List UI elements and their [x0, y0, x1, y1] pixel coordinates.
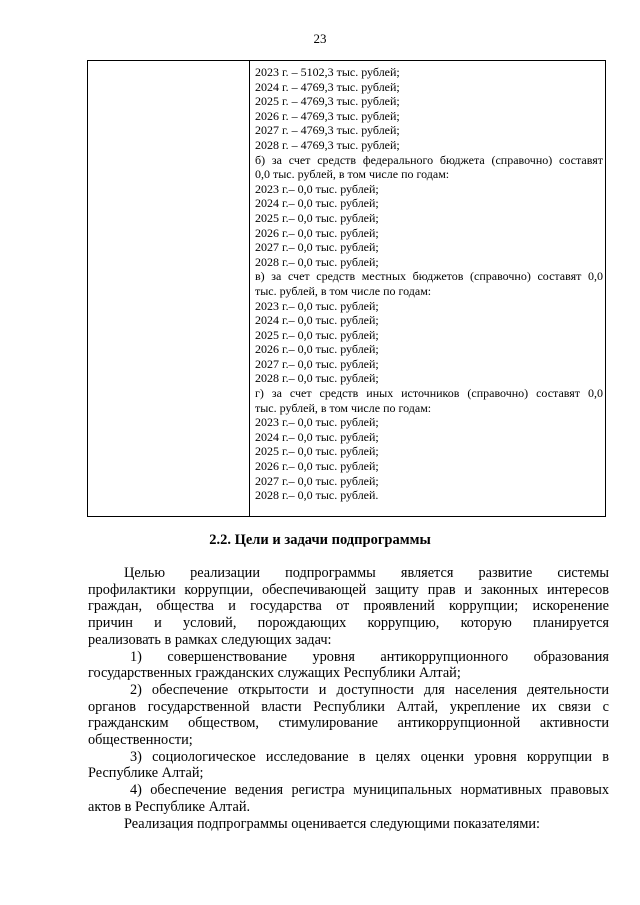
table-line: 2025 г.– 0,0 тыс. рублей;: [255, 327, 379, 342]
table-line: 2026 г. – 4769,3 тыс. рублей;: [255, 108, 400, 123]
body-line: причин и условий, порождающих коррупцию, которую планируется: [88, 615, 609, 632]
body-line: 3) социологическое исследование в целях оценки уровня коррупции в: [130, 748, 609, 765]
table-line: тыс. рублей, в том числе по годам:: [255, 400, 432, 415]
page-number: 23: [313, 31, 327, 46]
table-line: 0,0 тыс. рублей, в том числе по годам:: [255, 167, 450, 182]
table-line: 2024 г.– 0,0 тыс. рублей;: [255, 196, 379, 211]
table-line: 2023 г.– 0,0 тыс. рублей;: [255, 181, 379, 196]
table-line: 2024 г. – 4769,3 тыс. рублей;: [255, 79, 400, 94]
body-line: общественности;: [88, 732, 193, 749]
body-line: 2) обеспечение открытости и доступности для населения деятельности: [130, 681, 609, 698]
table-left-cell: [249, 61, 250, 516]
table-line: 2024 г.– 0,0 тыс. рублей;: [255, 429, 379, 444]
body-line: органов государственной власти Республики Алтай, укрепление их связи с: [88, 698, 609, 715]
body-line: 1) совершенствование уровня антикоррупционного образования: [130, 648, 609, 665]
table-line: 2028 г.– 0,0 тыс. рублей;: [255, 371, 379, 386]
body-line: Реализация подпрограммы оценивается следующими показателями:: [124, 815, 540, 832]
table-line: 2028 г. – 4769,3 тыс. рублей;: [255, 137, 400, 152]
body-line: государственных гражданских служащих Республики Алтай;: [88, 665, 461, 682]
body-line: Республике Алтай;: [88, 765, 204, 782]
funding-table: [87, 60, 606, 517]
table-line: г) за счет средств иных источников (справочно) составят 0,0: [255, 386, 603, 401]
table-line: 2026 г.– 0,0 тыс. рублей;: [255, 225, 379, 240]
table-line: 2026 г.– 0,0 тыс. рублей;: [255, 342, 379, 357]
body-line: актов в Республике Алтай.: [88, 798, 251, 815]
table-line: 2025 г.– 0,0 тыс. рублей;: [255, 210, 379, 225]
body-line: Целью реализации подпрограммы является развитие системы: [124, 565, 609, 581]
table-line: б) за счет средств федерального бюджета (справочно) составят: [255, 152, 603, 167]
table-right-cell: [255, 65, 603, 503]
table-line: 2023 г.– 0,0 тыс. рублей;: [255, 298, 379, 313]
table-line: 2027 г.– 0,0 тыс. рублей;: [255, 240, 379, 255]
table-line: 2025 г.– 0,0 тыс. рублей;: [255, 444, 379, 459]
table-line: 2028 г.– 0,0 тыс. рублей;: [255, 254, 379, 269]
table-line: 2023 г.– 0,0 тыс. рублей;: [255, 415, 379, 430]
table-line: 2025 г. – 4769,3 тыс. рублей;: [255, 94, 400, 109]
body-text: [88, 565, 609, 832]
body-line: профилактики коррупции, обеспечивающей защиту прав и законных интересов: [88, 581, 609, 598]
body-line: 4) обеспечение ведения регистра муниципальных нормативных правовых: [130, 782, 609, 799]
section-heading: 2.2. Цели и задачи подпрограммы: [209, 532, 431, 548]
table-line: 2027 г.– 0,0 тыс. рублей;: [255, 473, 379, 488]
body-line: гражданским обществом, стимулирование антикоррупционной активности: [88, 715, 609, 732]
table-line: тыс. рублей, в том числе по годам:: [255, 283, 432, 298]
table-line: 2026 г.– 0,0 тыс. рублей;: [255, 459, 379, 474]
body-line: реализовать в рамках следующих задач:: [88, 631, 332, 648]
table-line: 2024 г.– 0,0 тыс. рублей;: [255, 313, 379, 328]
table-line: 2023 г. – 5102,3 тыс. рублей;: [255, 65, 400, 79]
body-line: граждан, общества и государства от проявлений коррупции; искоренение: [88, 598, 609, 615]
table-line: 2028 г.– 0,0 тыс. рублей.: [255, 488, 379, 503]
table-line: 2027 г.– 0,0 тыс. рублей;: [255, 356, 379, 371]
table-line: в) за счет средств местных бюджетов (справочно) составят 0,0: [255, 269, 603, 284]
table-line: 2027 г. – 4769,3 тыс. рублей;: [255, 123, 400, 138]
